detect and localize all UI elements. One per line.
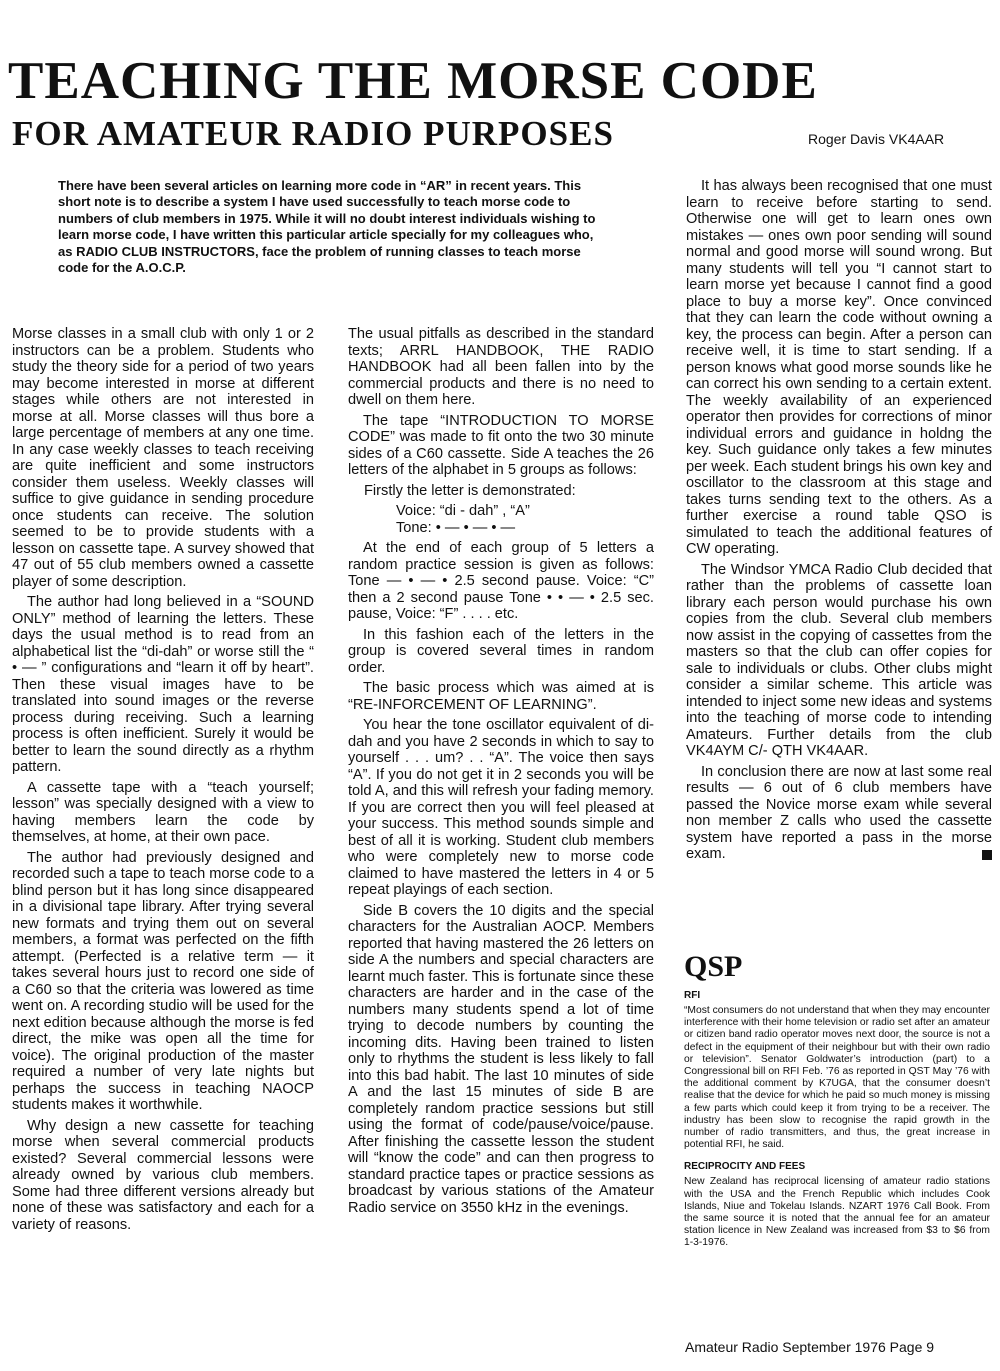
page-footer: Amateur Radio September 1976 Page 9 <box>685 1339 935 1355</box>
rfi-text: “Most consumers do not understand that when they may encounter interference with their home television or radio set after an amateur or citizen band radio operator moves next door, the source is not a defect in the equipment of their neighbour but with their own radio or television”. Senator Goldwater’s introduction (part) to a Congressional bill on RFI Feb. ’76 as reported in QST May ’76 with the additional comment by K7UGA, that the consumer doesn’t realise that the device for which he paid so much money is missing a few parts which could keep it from trying to be a receiver. The industry has been slow to recognise the rapid growth in the number of radio transmitters, and thus, the great increase in potential RFI, he said. <box>684 1005 990 1151</box>
qsp-section <box>684 950 990 1260</box>
demo-line: Firstly the letter is demonstrated: <box>364 482 576 499</box>
voice-line: Voice: “di - dah” , “A” <box>396 503 530 519</box>
end-mark-icon <box>982 850 992 860</box>
reciprocity-text: New Zealand has reciprocal licensing of amateur radio stations with the USA and the French Republic which includes Cook Islands, Niue and Tokelau Islands. NZART 1976 Call Book. From the same source it is noted that the annual fee for an amateur station licence in New Zealand was increased from $3 to $6 from 1-3-1976. <box>684 1176 990 1249</box>
paragraph: The basic process which was aimed at is “RE-INFORCEMENT OF LEARNING”. <box>348 680 654 713</box>
paragraph: Side B covers the 10 digits and the special characters for the Australian AOCP. Members reported that having mastered the 26 letters on side A the numbers and special characters are learnt much faster. This is fortunate since these characters are harder and in the case of the numbers many students spend a lot of time trying to decode numbers by counting the incoming dits. Having been trained to listen only to rhythms the student is less likely to fall into this bad habit. The last 10 minutes of side A and the last 15 minutes of side B are completely random practice sessions but still using the format of code/pause/voice/pause. After finishing the cassette lesson the student will “know the code” and can then progress to standard practice tapes or practice sessions as broadcast by various stations of the Amateur Radio service on 3550 kHz in the evenings. <box>348 902 654 1216</box>
paragraph: At the end of each group of 5 letters a random practice session is given as follows: Tone — • — • 2.5 second pause. Voice: “C” then a 2 second pause Tone • • — • 2.5 sec. pause, Voice: “F” . . . . etc. <box>348 540 654 622</box>
qsp-heading: QSP <box>684 950 743 983</box>
article-title: TEACHING THE MORSE CODE <box>8 52 818 110</box>
paragraph: The Windsor YMCA Radio Club decided that rather than the problems of cassette loan library each person would purchase his own copies from the club. Several club members now assist in the copying of cassettes from the masters so that the club can offer copies for sale to individuals or clubs. Other clubs might consider a similar scheme. This article was intended to inject some new ideas and systems into the teaching of morse code to intending Amateurs. Further details from the club VK4AYM C/- QTH VK4AAR. <box>686 561 992 759</box>
paragraph: Morse classes in a small club with only 1 or 2 instructors can be a problem. Students who study the theory side for a period of two years may become interested in morse at different stages while others are not interested in morse at all. Morse classes will thus bore a large percentage of members at any one time. In any case weekly classes to teach receiving are quite inefficient and some instructors consider them useless. Weekly classes will suffice to give guidance in sending procedure once students can receive. The solution seemed to be to provide students with a lesson on cassette tape. A survey showed that 47 out of 55 club members owned a cassette player of some description. <box>12 326 314 590</box>
paragraph: The tape “INTRODUCTION TO MORSE CODE” was made to fit onto the two 30 minute sides of a C60 cassette. Side A teaches the 26 letters of the alphabet in 5 groups as follows: <box>348 412 654 478</box>
conclusion-text: In conclusion there are now at last some real results — 6 out of 6 club members have passed the Novice morse exam while several non member Z calls who used the cassette system have reported a pass in the morse exam. <box>686 763 992 862</box>
article-subtitle: FOR AMATEUR RADIO PURPOSES <box>12 114 614 153</box>
paragraph: A cassette tape with a “teach yourself; lesson” was specially designed with a view to having members learn the code by themselves, at home, at their own pace. <box>12 779 314 845</box>
rfi-heading: RFI <box>684 990 701 1001</box>
intro-paragraph: There have been several articles on learning more code in “AR” in recent years. This short note is to describe a system I have used successfully to teach morse code to numbers of club members in 1975. While it will no doubt interest individuals wishing to learn morse code, I have written this particular article specially for my colleagues who, as RADIO CLUB INSTRUCTORS, face the problem of running classes to teach morse code for the A.O.C.P. <box>58 178 596 276</box>
column-2 <box>348 326 654 1220</box>
paragraph: It has always been recognised that one must learn to receive before starting to send. Otherwise one will get to learn ones own mistakes — ones own poor sending will sound normal and good morse will sound wrong. But many students will tell you “I cannot start to learn morse yet because I cannot find a good place to buy a morse key”. Once convinced that they can learn the code without owning a key, the process can begin. After a person can receive well, it is time to start sending. If a person knows what good morse sounds like he can correct his own sending to a certain extent. The weekly availability of an experienced operator then provides for corrections of minor individual errors and guidance in holdng the key. Such guidance only takes a few minutes per week. Each student brings his own key and oscillator to the classroom at this stage and takes turns sending text to the others. As a further exercise a round table QSO is simulated to teach the additional features of CW operating. <box>686 178 992 557</box>
paragraph: Why design a new cassette for teaching morse when several commercial products existed? Several commercial lessons were already owned by various club members. Some had three different versions already but none of these was satisfactory and each for a variety of reasons. <box>12 1117 314 1233</box>
paragraph: You hear the tone oscillator equivalent of di-dah and you have 2 seconds in which to say to yourself . . . um? . . “A”. The voice then says “A”. If you do not get it in 2 seconds you will be told A, and this will refresh your fading memory. If you are correct then you will feel pleased at your success. This method sounds simple and best of all it is working. Student club members who were completely new to morse code claimed to have mastered the letters in 4 or 5 repeat playings of each section. <box>348 717 654 898</box>
paragraph <box>686 764 992 863</box>
paragraph: The usual pitfalls as described in the standard texts; ARRL HANDBOOK, THE RADIO HANDBOOK had all been fallen into by the commercial products and there is no need to dwell on them here. <box>348 326 654 408</box>
paragraph: The author had previously designed and recorded such a tape to teach morse code to a blind person but it has long since disappeared in a divisional tape library. After trying several new formats and trying them out on several members, a format was perfected on the fifth attempt. (Perfected is a relative term — it takes several hours just to record one side of a C60 so that the criteria was lowered as time went on. A recording studio will be used for the next edition because although the morse is fed direct, the mike was open all the time for voice). The original production of the master required a number of very late nights but perhaps the success in teaching NAOCP students makes it worthwhile. <box>12 849 314 1113</box>
tone-line: Tone: • — • — • — <box>396 519 516 536</box>
reciprocity-heading: RECIPROCITY AND FEES <box>684 1161 806 1173</box>
paragraph: In this fashion each of the letters in the group is covered several times in random order. <box>348 626 654 676</box>
column-1 <box>12 326 314 1237</box>
column-3 <box>686 178 992 867</box>
paragraph: The author had long believed in a “SOUND ONLY” method of learning the letters. These days the usual method is to read from an alphabetical list the “di-dah” or worse still the “ • — ” configurations and “learn it off by heart”. Then these visual images have to be translated into sound images or the reverse process during receiving. Such a learning process is often inefficient. Surely it would be better to learn the sound directly as a rhythm pattern. <box>12 594 314 775</box>
author-byline: Roger Davis VK4AAR <box>808 131 945 147</box>
